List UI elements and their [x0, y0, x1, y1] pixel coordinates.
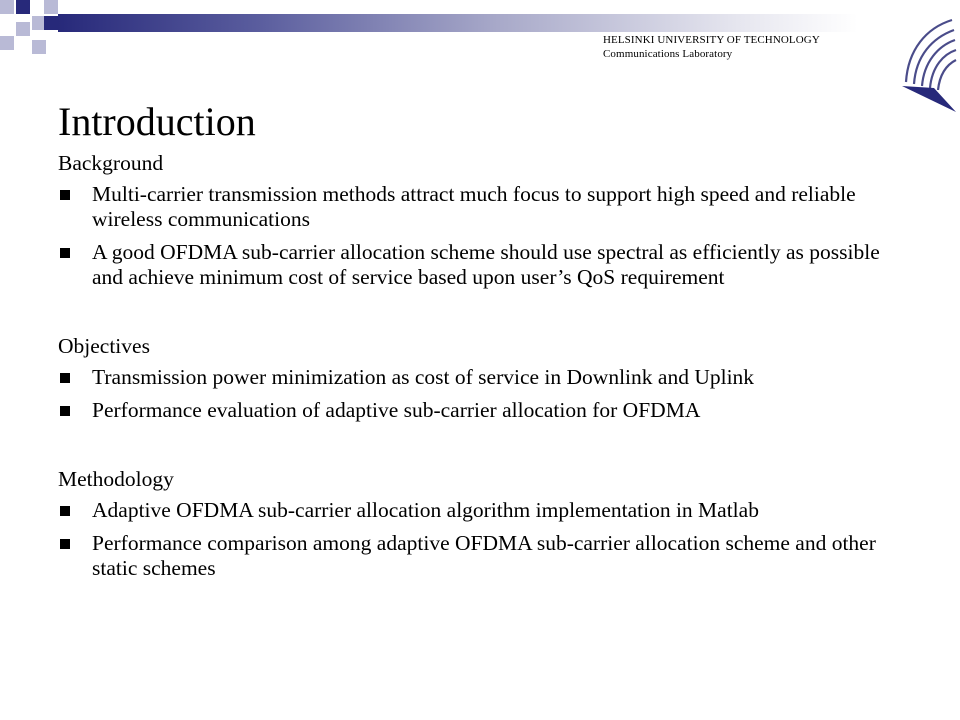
header-gradient-bar: [58, 14, 858, 32]
lab-name: Communications Laboratory: [603, 48, 733, 60]
bullet-item: [58, 531, 898, 581]
bullet-text: Adaptive OFDMA sub-carrier allocation algorithm implementation in Matlab: [92, 498, 759, 522]
bullet-text: Performance comparison among adaptive OFDMA sub-carrier allocation scheme and other static schemes: [92, 531, 876, 580]
bullet-text: A good OFDMA sub-carrier allocation scheme should use spectral as efficiently as possible and achieve minimum cost of service based upon user’s QoS requirement: [92, 240, 880, 289]
bullet-item: [58, 240, 898, 290]
square-bullet-icon: [60, 190, 70, 200]
slide-content: [58, 147, 898, 589]
bullet-item: [58, 498, 898, 523]
bullet-item: [58, 365, 898, 390]
section-heading-methodology: Methodology: [58, 467, 174, 491]
square-bullet-icon: [60, 506, 70, 516]
slide-title: Introduction: [58, 99, 256, 144]
square-bullet-icon: [60, 373, 70, 383]
university-logo-icon: [878, 14, 958, 114]
university-header: [603, 33, 820, 61]
bullet-item: [58, 398, 898, 423]
section-heading-objectives: Objectives: [58, 334, 150, 358]
university-name: HELSINKI UNIVERSITY OF TECHNOLOGY: [603, 34, 820, 46]
square-bullet-icon: [60, 248, 70, 258]
bullet-item: [58, 182, 898, 232]
section-heading-background: Background: [58, 151, 164, 175]
square-bullet-icon: [60, 406, 70, 416]
bullet-text: Multi-carrier transmission methods attract much focus to support high speed and reliable wireless communications: [92, 182, 856, 231]
bullet-text: Transmission power minimization as cost of service in Downlink and Uplink: [92, 365, 755, 389]
bullet-text: Performance evaluation of adaptive sub-carrier allocation for OFDMA: [92, 398, 701, 422]
square-bullet-icon: [60, 539, 70, 549]
